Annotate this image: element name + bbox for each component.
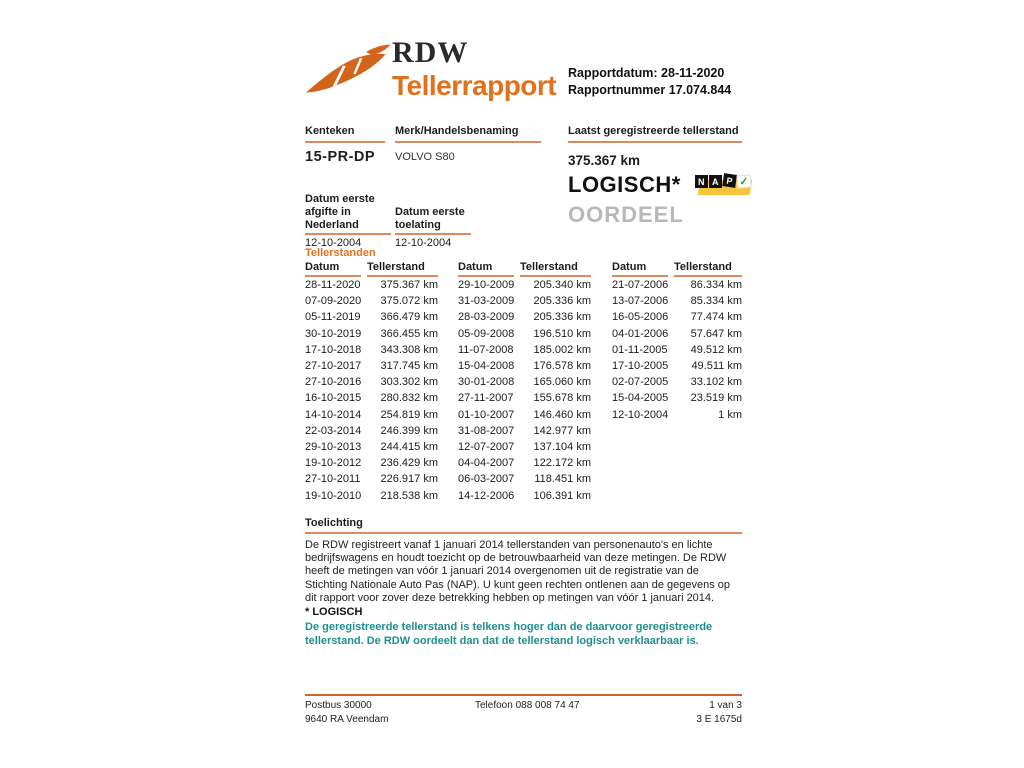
datum-toelating-value: 12-10-2004 <box>395 237 452 249</box>
tellerstand-row <box>458 487 591 503</box>
tellerstand-date: 27-10-2016 <box>305 376 362 389</box>
tellerstand-row <box>458 293 591 309</box>
tellerstand-date: 04-01-2006 <box>612 327 669 340</box>
tellerstand-row <box>305 487 438 503</box>
merk-label: Merk/Handelsbenaming <box>395 125 519 137</box>
tellerstand-date: 27-10-2011 <box>305 473 361 486</box>
tellerstand-value: 375.072 km <box>380 295 438 308</box>
tellerstand-value: 77.474 km <box>690 311 742 324</box>
tellerstand-date: 28-11-2020 <box>305 279 361 292</box>
oordeel-value: LOGISCH* <box>568 172 681 197</box>
tellerstand-value: 244.415 km <box>380 440 438 453</box>
datum-column-header: Datum <box>458 261 514 277</box>
tellerstand-value: 343.308 km <box>380 343 438 356</box>
orange-rule <box>305 233 391 235</box>
tellerstand-date: 15-04-2008 <box>458 360 515 373</box>
kenteken-value: 15-PR-DP <box>305 149 376 165</box>
tellerstand-date: 01-10-2007 <box>458 408 515 421</box>
tellerstand-row <box>305 390 438 406</box>
tellerstand-value: 246.399 km <box>380 424 438 437</box>
tellerstand-date: 12-07-2007 <box>458 440 515 453</box>
page-title: Tellerrapport <box>392 70 557 101</box>
checkmark-icon: ✓ <box>736 175 751 189</box>
brand-wordmark: RDW <box>392 36 469 69</box>
tellerstand-value: 176.578 km <box>533 360 591 373</box>
datum-toelating-label: Datum eerste toelating <box>395 206 465 231</box>
merk-field <box>395 125 541 163</box>
tellerstand-value: 366.455 km <box>380 327 438 340</box>
tellerstand-row <box>458 455 591 471</box>
tellerstand-row <box>305 358 438 374</box>
footer-page-number: 1 van 3 <box>709 700 742 711</box>
tellerstand-value: 280.832 km <box>380 392 438 405</box>
tellerstand-row <box>458 374 591 390</box>
merk-value: VOLVO S80 <box>395 151 455 163</box>
tellerstand-value: 165.060 km <box>533 376 591 389</box>
footnote-header: * LOGISCH <box>305 606 363 618</box>
orange-rule <box>305 141 385 143</box>
datum-column-header: Datum <box>305 261 361 277</box>
tellerstand-row <box>612 358 742 374</box>
toelichting-section <box>305 517 742 605</box>
tellerstand-value: 118.451 km <box>534 473 591 486</box>
tellerstand-row <box>612 309 742 325</box>
tellerstand-date: 06-03-2007 <box>458 473 515 486</box>
rdw-logo-icon <box>303 42 393 104</box>
tellerstand-row <box>612 277 742 293</box>
tellerstand-date: 13-07-2006 <box>612 295 669 308</box>
tellerstanden-header <box>458 261 591 277</box>
tellerstand-row <box>458 423 591 439</box>
laatste-tellerstand-label: Laatst geregistreerde tellerstand <box>568 125 739 137</box>
tellerstand-row <box>305 423 438 439</box>
tellerstand-date: 05-09-2008 <box>458 327 515 340</box>
toelichting-body: De RDW registreert vanaf 1 januari 2014 tellerstanden van personenauto's en lichte bedrijfswagens en houdt toezicht op de betrouwbaarheid van deze metingen. De RDW heeft de metingen van vóór 1 januari 2014 overgenomen uit de registratie van de Stichting Nationale Auto Pas (NAP). U kunt geen rechten ontlenen aan de gegevens op dit rapport voor zover deze betrekking hebben op metingen van vóór 1 januari 2014. <box>305 539 731 604</box>
tellerstand-date: 17-10-2018 <box>305 343 362 356</box>
footer-plaats: 9640 RA Veendam <box>305 714 389 725</box>
tellerstand-date: 27-11-2007 <box>458 392 514 405</box>
tellerstand-row <box>458 439 591 455</box>
laatste-tellerstand-value: 375.367 km <box>568 153 641 168</box>
tellerstand-column-header: Tellerstand <box>520 261 591 277</box>
tellerstand-value: 49.511 km <box>691 360 742 373</box>
tellerstand-value: 137.104 km <box>533 440 591 453</box>
tellerstand-date: 31-08-2007 <box>458 424 515 437</box>
datum-column-header: Datum <box>612 261 668 277</box>
tellerstand-row <box>458 390 591 406</box>
tellerstand-value: 205.336 km <box>533 295 591 308</box>
tellerstand-date: 30-10-2019 <box>305 327 362 340</box>
tellerstand-date: 14-10-2014 <box>305 408 362 421</box>
tellerstand-date: 04-04-2007 <box>458 457 515 470</box>
report-meta <box>568 65 731 99</box>
tellerstand-date: 16-10-2015 <box>305 392 362 405</box>
tellerstand-row <box>305 277 438 293</box>
tellerstand-row <box>305 471 438 487</box>
tellerstand-date: 05-11-2019 <box>305 311 361 324</box>
tellerstand-date: 16-05-2006 <box>612 311 669 324</box>
nap-letter-a: A <box>709 175 722 188</box>
tellerstand-value: 106.391 km <box>533 489 591 502</box>
tellerstanden-section-title: Tellerstanden <box>305 247 376 259</box>
tellerstand-value: 205.336 km <box>533 311 591 324</box>
page-footer <box>305 699 742 727</box>
tellerstand-row <box>458 342 591 358</box>
tellerstanden-header <box>612 261 742 277</box>
tellerstanden-column-3 <box>612 261 742 423</box>
tellerstand-row <box>612 374 742 390</box>
tellerstand-value: 236.429 km <box>380 457 438 470</box>
tellerstand-value: 146.460 km <box>533 408 591 421</box>
tellerstand-value: 122.172 km <box>533 457 591 470</box>
tellerstand-value: 142.977 km <box>533 424 591 437</box>
footer-doc-code: 3 E 1675d <box>696 714 742 725</box>
tellerstand-row <box>305 455 438 471</box>
tellerstand-value: 185.002 km <box>533 343 591 356</box>
tellerstand-value: 218.538 km <box>380 489 438 502</box>
tellerstand-date: 19-10-2010 <box>305 489 362 502</box>
tellerstand-date: 31-03-2009 <box>458 295 515 308</box>
orange-rule <box>395 233 471 235</box>
kenteken-field <box>305 125 385 165</box>
report-date: Rapportdatum: 28-11-2020 <box>568 66 725 80</box>
tellerstand-date: 29-10-2009 <box>458 279 515 292</box>
datum-afgifte-field <box>305 193 393 253</box>
oordeel-block <box>568 172 751 228</box>
tellerstand-date: 01-11-2005 <box>612 343 668 356</box>
tellerstand-row <box>458 326 591 342</box>
kenteken-label: Kenteken <box>305 125 355 137</box>
tellerstand-row <box>305 326 438 342</box>
footer-postbus: Postbus 30000 <box>305 700 372 711</box>
tellerstand-row <box>305 293 438 309</box>
tellerstand-value: 317.745 km <box>380 360 438 373</box>
tellerstand-row <box>458 277 591 293</box>
nap-letter-p: P <box>722 173 737 188</box>
tellerstand-value: 33.102 km <box>690 376 742 389</box>
tellerstand-date: 07-09-2020 <box>305 295 362 308</box>
orange-rule <box>395 141 541 143</box>
tellerstand-row <box>612 326 742 342</box>
tellerstand-row <box>458 358 591 374</box>
tellerstand-date: 29-10-2013 <box>305 440 362 453</box>
tellerstand-column-header: Tellerstand <box>367 261 438 277</box>
tellerstand-date: 02-07-2005 <box>612 376 669 389</box>
tellerstand-row <box>612 390 742 406</box>
report-number: Rapportnummer 17.074.844 <box>568 83 732 97</box>
tellerstand-row <box>612 407 742 423</box>
tellerstand-value: 49.512 km <box>690 343 742 356</box>
tellerstand-row <box>458 471 591 487</box>
tellerstand-value: 86.334 km <box>690 279 742 292</box>
orange-rule <box>568 141 742 143</box>
tellerstand-value: 205.340 km <box>533 279 591 292</box>
tellerstand-row <box>305 309 438 325</box>
tellerstand-value: 155.678 km <box>533 392 591 405</box>
footer-divider <box>305 694 742 696</box>
tellerstand-value: 23.519 km <box>690 392 742 405</box>
tellerstand-value: 375.367 km <box>380 279 438 292</box>
tellerstand-row <box>305 374 438 390</box>
tellerstand-date: 28-03-2009 <box>458 311 515 324</box>
toelichting-header: Toelichting <box>305 517 742 534</box>
tellerstand-value: 1 km <box>718 408 742 421</box>
tellerstanden-column-1 <box>305 261 438 504</box>
tellerstand-value: 196.510 km <box>533 327 591 340</box>
tellerstanden-column-2 <box>458 261 591 504</box>
tellerstand-date: 11-07-2008 <box>458 343 514 356</box>
tellerstand-date: 27-10-2017 <box>305 360 362 373</box>
tellerstand-row <box>305 407 438 423</box>
footnote-body: De geregistreerde tellerstand is telkens hoger dan de daarvoor geregistreerde tellerstand. De RDW oordeelt dan dat de tellerstand logisch verklaarbaar is. <box>305 621 713 647</box>
laatste-tellerstand-field <box>568 125 742 168</box>
oordeel-label: OORDEEL <box>568 202 684 227</box>
tellerstand-column-header: Tellerstand <box>674 261 742 277</box>
nap-logo <box>695 175 751 188</box>
tellerstand-date: 19-10-2012 <box>305 457 362 470</box>
tellerstand-row <box>305 342 438 358</box>
tellerstand-value: 85.334 km <box>690 295 742 308</box>
tellerstand-date: 12-10-2004 <box>612 408 669 421</box>
tellerstand-row <box>612 342 742 358</box>
tellerrapport-page <box>305 0 749 768</box>
logisch-footnote <box>305 606 742 648</box>
tellerstand-date: 14-12-2006 <box>458 489 515 502</box>
tellerstanden-header <box>305 261 438 277</box>
tellerstand-row <box>305 439 438 455</box>
tellerstand-date: 21-07-2006 <box>612 279 669 292</box>
datum-afgifte-label: Datum eerste afgifte in Nederland <box>305 193 375 231</box>
tellerstand-row <box>458 407 591 423</box>
tellerstand-date: 22-03-2014 <box>305 424 362 437</box>
tellerstand-value: 303.302 km <box>380 376 438 389</box>
datum-afgifte-value: 12-10-2004 <box>305 237 362 249</box>
tellerstand-row <box>458 309 591 325</box>
tellerstand-date: 17-10-2005 <box>612 360 669 373</box>
tellerstand-row <box>612 293 742 309</box>
tellerstand-value: 226.917 km <box>380 473 438 486</box>
tellerstand-value: 254.819 km <box>380 408 438 421</box>
tellerstand-value: 366.479 km <box>380 311 438 324</box>
footer-telefoon: Telefoon 088 008 74 47 <box>475 700 580 711</box>
nap-letter-n: N <box>695 175 708 188</box>
tellerstand-date: 15-04-2005 <box>612 392 669 405</box>
tellerstand-value: 57.647 km <box>690 327 742 340</box>
datum-toelating-field <box>395 206 483 253</box>
tellerstand-date: 30-01-2008 <box>458 376 515 389</box>
